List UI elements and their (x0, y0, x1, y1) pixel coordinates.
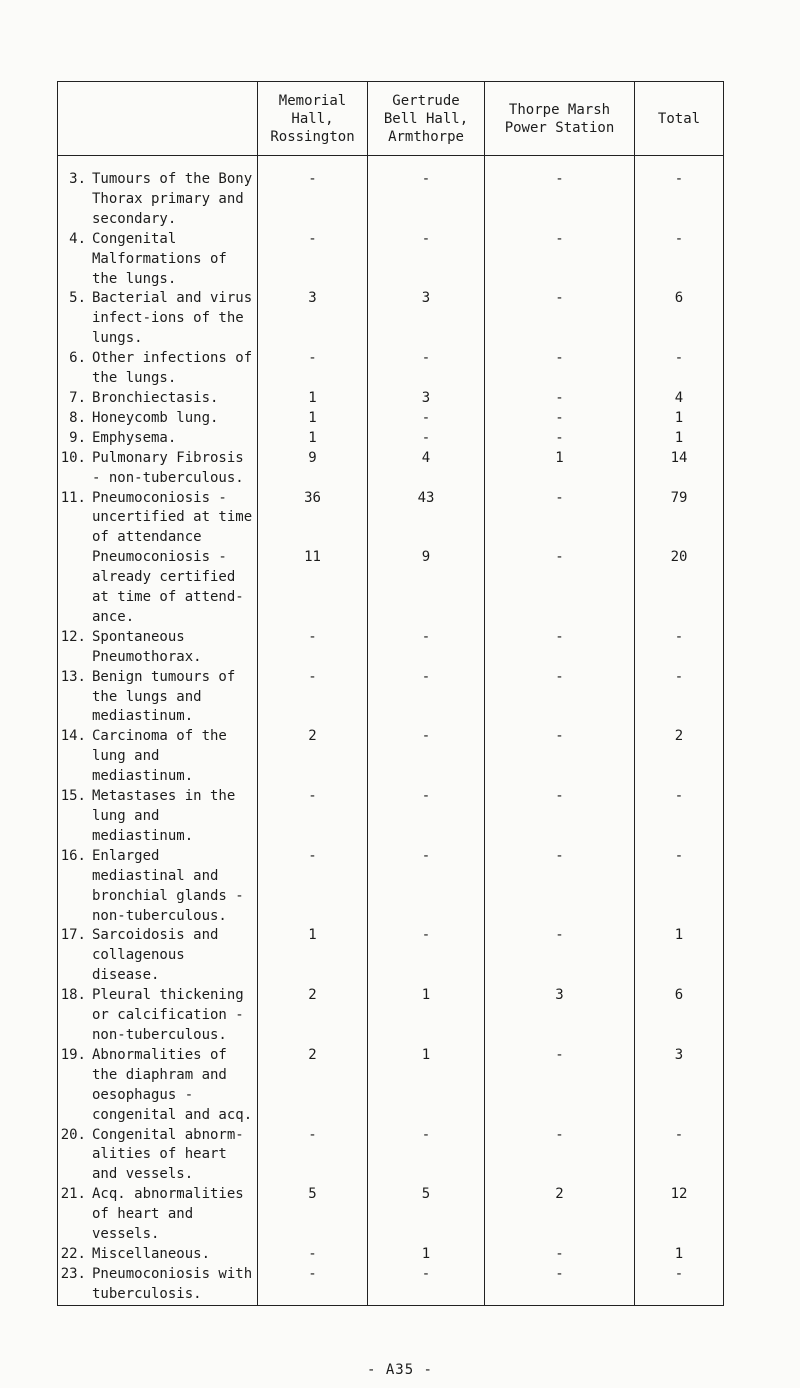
condition-label: Bacterial and virus infect-ions of the lungs. (92, 290, 253, 347)
row-number: 14. (60, 728, 86, 745)
thorpe-marsh-count: - (555, 350, 564, 367)
gertrude-bell-count: - (421, 350, 431, 367)
table-row (58, 1046, 724, 1126)
total-count: 20 (670, 549, 688, 566)
thorpe-marsh-count: 2 (555, 1186, 564, 1203)
gertrude-bell-count: 5 (421, 1186, 431, 1203)
gertrude-bell-count: - (421, 171, 431, 187)
thorpe-marsh-count-cell (485, 926, 635, 986)
memorial-hall-count-cell (258, 787, 368, 847)
table-row (58, 156, 724, 230)
total-count-cell (635, 1245, 724, 1265)
condition-cell (58, 847, 258, 927)
thorpe-marsh-count-cell (485, 1185, 635, 1245)
condition-label: Spontaneous Pneumothorax. (92, 628, 202, 665)
total-count-cell (635, 230, 724, 290)
memorial-hall-count: 3 (308, 290, 317, 307)
gertrude-bell-count: - (421, 847, 431, 864)
table-header-row (58, 82, 724, 156)
row-number: 13. (60, 668, 86, 685)
thorpe-marsh-count: - (555, 1126, 564, 1143)
total-count: - (674, 1126, 684, 1143)
total-count-cell (635, 389, 724, 409)
thorpe-marsh-count-cell (485, 289, 635, 349)
memorial-hall-count-cell (258, 489, 368, 549)
thorpe-marsh-count-cell (485, 156, 635, 230)
total-count-cell (635, 787, 724, 847)
total-count: - (674, 230, 684, 247)
condition-cell (58, 429, 258, 449)
thorpe-marsh-count: - (555, 549, 564, 566)
total-count: - (674, 628, 684, 645)
thorpe-marsh-count: - (555, 489, 564, 506)
total-count-cell (635, 289, 724, 349)
memorial-hall-count: 1 (308, 927, 317, 944)
row-number: 23. (60, 1265, 86, 1282)
condition-label: Enlarged mediastinal and bronchial glands - non-tuberculous. (92, 847, 244, 924)
memorial-hall-count-cell (258, 156, 368, 230)
condition-label: Congenital Malformations of the lungs. (92, 230, 227, 287)
condition-cell (58, 1046, 258, 1126)
condition-label: Pneumoconiosis - uncertified at time of attendance (92, 489, 253, 546)
gertrude-bell-count: - (421, 927, 431, 944)
memorial-hall-count-cell (258, 1126, 368, 1186)
gertrude-bell-count: 43 (417, 489, 435, 506)
row-number: 9. (69, 429, 86, 446)
memorial-hall-count: 2 (308, 987, 317, 1004)
gertrude-bell-count: - (421, 409, 431, 426)
row-number: 6. (69, 350, 86, 367)
thorpe-marsh-count: - (555, 927, 564, 944)
page-number: - A35 - (366, 1362, 433, 1378)
total-count: - (674, 171, 684, 187)
total-count-cell (635, 1046, 724, 1126)
condition-cell (58, 389, 258, 409)
condition-label: Pleural thickening or calcification - non-tuberculous. (92, 987, 244, 1043)
condition-cell (58, 1126, 258, 1186)
total-count-cell (635, 349, 724, 389)
memorial-hall-count: - (308, 847, 317, 864)
thorpe-marsh-count-cell (485, 847, 635, 927)
thorpe-marsh-count: - (555, 171, 564, 187)
total-count: 2 (674, 728, 684, 745)
total-count-cell (635, 926, 724, 986)
memorial-hall-count-cell (258, 668, 368, 728)
condition-cell (58, 409, 258, 429)
thorpe-marsh-count-cell (485, 429, 635, 449)
row-number: 17. (60, 927, 86, 944)
gertrude-bell-count-cell (368, 628, 485, 668)
gertrude-bell-count: - (421, 628, 431, 645)
memorial-hall-count-cell (258, 727, 368, 787)
total-count-cell (635, 429, 724, 449)
memorial-hall-count-cell (258, 389, 368, 409)
total-count: - (674, 847, 684, 864)
header-total: Total (635, 82, 724, 156)
total-count-cell (635, 727, 724, 787)
thorpe-marsh-count-cell (485, 1046, 635, 1126)
condition-label: Congenital abnorm-alities of heart and vessels. (92, 1126, 244, 1183)
table-row (58, 548, 724, 628)
table-row (58, 628, 724, 668)
total-count: 14 (670, 449, 688, 466)
memorial-hall-count-cell (258, 628, 368, 668)
row-number: 10. (60, 449, 86, 466)
gertrude-bell-count-cell (368, 1126, 485, 1186)
memorial-hall-count: 2 (308, 728, 317, 745)
condition-cell (58, 1185, 258, 1245)
total-count-cell (635, 409, 724, 429)
gertrude-bell-count-cell (368, 1265, 485, 1305)
table-row (58, 1265, 724, 1305)
gertrude-bell-count-cell (368, 668, 485, 728)
thorpe-marsh-count: 3 (555, 987, 564, 1004)
gertrude-bell-count-cell (368, 156, 485, 230)
gertrude-bell-count: - (421, 429, 431, 446)
gertrude-bell-count-cell (368, 926, 485, 986)
row-number: 12. (60, 628, 86, 645)
gertrude-bell-count: - (421, 1126, 431, 1143)
total-count-cell (635, 449, 724, 489)
memorial-hall-count-cell (258, 1265, 368, 1305)
total-count-cell (635, 156, 724, 230)
memorial-hall-count: 5 (308, 1186, 317, 1203)
thorpe-marsh-count-cell (485, 349, 635, 389)
condition-cell (58, 1265, 258, 1305)
row-number: 5. (69, 290, 86, 307)
gertrude-bell-count-cell (368, 847, 485, 927)
condition-cell (58, 548, 258, 628)
table-row (58, 409, 724, 429)
total-count-cell (635, 1265, 724, 1305)
gertrude-bell-count-cell (368, 1046, 485, 1126)
memorial-hall-count-cell (258, 230, 368, 290)
thorpe-marsh-count: - (555, 668, 564, 685)
row-number: 4. (69, 230, 86, 247)
memorial-hall-count: 1 (308, 429, 317, 446)
condition-label: Carcinoma of the lung and mediastinum. (92, 728, 227, 785)
gertrude-bell-count-cell (368, 1245, 485, 1265)
thorpe-marsh-count: - (555, 290, 564, 307)
table-row (58, 489, 724, 549)
memorial-hall-count-cell (258, 1245, 368, 1265)
table-row (58, 449, 724, 489)
thorpe-marsh-count: - (555, 1265, 564, 1282)
condition-label: Pneumoconiosis - already certified at time of attend-ance. (92, 549, 244, 625)
thorpe-marsh-count: - (555, 628, 564, 645)
condition-cell (58, 787, 258, 847)
table-row (58, 289, 724, 349)
gertrude-bell-count: 1 (421, 1046, 431, 1063)
thorpe-marsh-count: - (555, 847, 564, 864)
gertrude-bell-count-cell (368, 429, 485, 449)
gertrude-bell-count: - (421, 230, 431, 247)
condition-cell (58, 1245, 258, 1265)
gertrude-bell-count-cell (368, 727, 485, 787)
memorial-hall-count: 11 (304, 549, 321, 566)
table-row (58, 787, 724, 847)
total-count: - (674, 668, 684, 685)
total-count: - (674, 1265, 684, 1282)
memorial-hall-count: - (308, 171, 317, 187)
gertrude-bell-count-cell (368, 230, 485, 290)
condition-label: Honeycomb lung. (92, 409, 219, 426)
total-count: 79 (670, 489, 688, 506)
thorpe-marsh-count-cell (485, 1126, 635, 1186)
table-row (58, 230, 724, 290)
total-count: 1 (674, 429, 684, 446)
condition-label: Bronchiectasis. (92, 389, 219, 406)
total-count-cell (635, 628, 724, 668)
row-number: 8. (69, 409, 86, 426)
memorial-hall-count: - (308, 788, 317, 805)
row-number: 18. (60, 987, 86, 1004)
total-count: 6 (674, 987, 684, 1004)
thorpe-marsh-count-cell (485, 230, 635, 290)
gertrude-bell-count-cell (368, 349, 485, 389)
total-count: 6 (674, 290, 684, 307)
condition-cell (58, 156, 258, 230)
total-count-cell (635, 1185, 724, 1245)
table-row (58, 727, 724, 787)
condition-label: Metastases in the lung and mediastinum. (92, 788, 236, 844)
memorial-hall-count-cell (258, 349, 368, 389)
row-number: 11. (60, 489, 86, 506)
condition-label: Abnormalities of the diaphram and oesophagus - congenital and acq. (92, 1046, 253, 1123)
memorial-hall-count: - (308, 668, 317, 685)
gertrude-bell-count-cell (368, 787, 485, 847)
condition-cell (58, 489, 258, 549)
condition-label: Other infections of the lungs. (92, 350, 253, 387)
total-count-cell (635, 986, 724, 1046)
memorial-hall-count-cell (258, 429, 368, 449)
thorpe-marsh-count-cell (485, 389, 635, 409)
gertrude-bell-count: - (421, 788, 431, 805)
condition-label: Pulmonary Fibrosis - non-tuberculous. (92, 449, 244, 486)
total-count-cell (635, 668, 724, 728)
condition-cell (58, 289, 258, 349)
memorial-hall-count: 1 (308, 389, 317, 406)
row-number: 16. (60, 847, 86, 864)
total-count-cell (635, 548, 724, 628)
condition-label: Miscellaneous. (92, 1245, 211, 1262)
memorial-hall-count: - (308, 1126, 317, 1143)
thorpe-marsh-count-cell (485, 1245, 635, 1265)
total-count: 4 (674, 389, 684, 406)
memorial-hall-count: 2 (308, 1046, 317, 1063)
row-number: 22. (60, 1245, 86, 1262)
gertrude-bell-count-cell (368, 449, 485, 489)
gertrude-bell-count: 3 (421, 389, 431, 406)
total-count: 3 (674, 1046, 684, 1063)
gertrude-bell-count: 1 (421, 987, 431, 1004)
condition-label: Acq. abnormalities of heart and vessels. (92, 1186, 244, 1243)
table-row (58, 1126, 724, 1186)
table-row (58, 389, 724, 409)
header-memorial-hall: Memorial Hall, Rossington (258, 82, 368, 156)
thorpe-marsh-count-cell (485, 449, 635, 489)
gertrude-bell-count-cell (368, 409, 485, 429)
thorpe-marsh-count-cell (485, 489, 635, 549)
row-number: 15. (60, 788, 86, 805)
gertrude-bell-count: - (421, 668, 431, 685)
total-count-cell (635, 489, 724, 549)
header-condition (58, 82, 258, 156)
memorial-hall-count-cell (258, 986, 368, 1046)
memorial-hall-count-cell (258, 409, 368, 429)
gertrude-bell-count: 1 (421, 1245, 431, 1262)
table-row (58, 847, 724, 927)
thorpe-marsh-count: - (555, 389, 564, 406)
memorial-hall-count: - (308, 230, 317, 247)
thorpe-marsh-count-cell (485, 548, 635, 628)
condition-label: Tumours of the Bony Thorax primary and secondary. (92, 171, 253, 227)
memorial-hall-count: 1 (308, 409, 317, 426)
thorpe-marsh-count: - (555, 429, 564, 446)
memorial-hall-count-cell (258, 847, 368, 927)
condition-cell (58, 449, 258, 489)
table-row (58, 1245, 724, 1265)
condition-label: Emphysema. (92, 429, 177, 446)
header-gertrude-bell-hall: Gertrude Bell Hall, Armthorpe (368, 82, 485, 156)
memorial-hall-count-cell (258, 1185, 368, 1245)
thorpe-marsh-count: - (555, 409, 564, 426)
gertrude-bell-count: 9 (421, 549, 431, 566)
total-count: 1 (674, 409, 684, 426)
table-row (58, 1185, 724, 1245)
gertrude-bell-count-cell (368, 289, 485, 349)
condition-label: Pneumoconiosis with tuberculosis. (92, 1265, 253, 1302)
table-row (58, 349, 724, 389)
memorial-hall-count: - (308, 1265, 317, 1282)
total-count: - (674, 350, 684, 367)
thorpe-marsh-count: 1 (555, 449, 564, 466)
thorpe-marsh-count-cell (485, 727, 635, 787)
table-row (58, 429, 724, 449)
row-number: 19. (60, 1046, 86, 1063)
memorial-hall-count: - (308, 1245, 317, 1262)
condition-cell (58, 230, 258, 290)
total-count: 1 (674, 927, 684, 944)
gertrude-bell-count: - (421, 1265, 431, 1282)
memorial-hall-count-cell (258, 548, 368, 628)
condition-cell (58, 727, 258, 787)
thorpe-marsh-count: - (555, 1245, 564, 1262)
gertrude-bell-count: - (421, 728, 431, 745)
row-number: 3. (69, 171, 86, 187)
condition-label: Benign tumours of the lungs and mediastinum. (92, 668, 236, 725)
memorial-hall-count-cell (258, 926, 368, 986)
condition-cell (58, 628, 258, 668)
total-count-cell (635, 1126, 724, 1186)
gertrude-bell-count-cell (368, 389, 485, 409)
memorial-hall-count-cell (258, 1046, 368, 1126)
thorpe-marsh-count: - (555, 1046, 564, 1063)
gertrude-bell-count-cell (368, 548, 485, 628)
total-count-cell (635, 847, 724, 927)
row-number (58, 548, 92, 628)
row-number: 21. (60, 1186, 86, 1203)
thorpe-marsh-count-cell (485, 668, 635, 728)
thorpe-marsh-count: - (555, 728, 564, 745)
gertrude-bell-count-cell (368, 489, 485, 549)
memorial-hall-count: 9 (308, 449, 317, 466)
table-row (58, 668, 724, 728)
gertrude-bell-count-cell (368, 986, 485, 1046)
memorial-hall-count: - (308, 350, 317, 367)
thorpe-marsh-count: - (555, 230, 564, 247)
condition-cell (58, 349, 258, 389)
memorial-hall-count-cell (258, 289, 368, 349)
table-row (58, 926, 724, 986)
gertrude-bell-count: 3 (421, 290, 431, 307)
chest-xray-findings-table (57, 81, 724, 1306)
total-count: 12 (670, 1186, 688, 1203)
thorpe-marsh-count-cell (485, 409, 635, 429)
thorpe-marsh-count-cell (485, 1265, 635, 1305)
gertrude-bell-count-cell (368, 1185, 485, 1245)
table-row (58, 986, 724, 1046)
condition-label: Sarcoidosis and collagenous disease. (92, 927, 219, 984)
thorpe-marsh-count: - (555, 788, 564, 805)
row-number: 20. (60, 1126, 86, 1143)
row-number: 7. (69, 389, 86, 406)
thorpe-marsh-count-cell (485, 787, 635, 847)
header-thorpe-marsh: Thorpe Marsh Power Station (485, 82, 635, 156)
thorpe-marsh-count-cell (485, 628, 635, 668)
condition-cell (58, 668, 258, 728)
total-count: - (674, 788, 684, 805)
total-count: 1 (674, 1245, 684, 1262)
condition-cell (58, 926, 258, 986)
memorial-hall-count: - (308, 628, 317, 645)
memorial-hall-count: 36 (304, 489, 321, 506)
thorpe-marsh-count-cell (485, 986, 635, 1046)
gertrude-bell-count: 4 (421, 449, 431, 466)
condition-cell (58, 986, 258, 1046)
memorial-hall-count-cell (258, 449, 368, 489)
